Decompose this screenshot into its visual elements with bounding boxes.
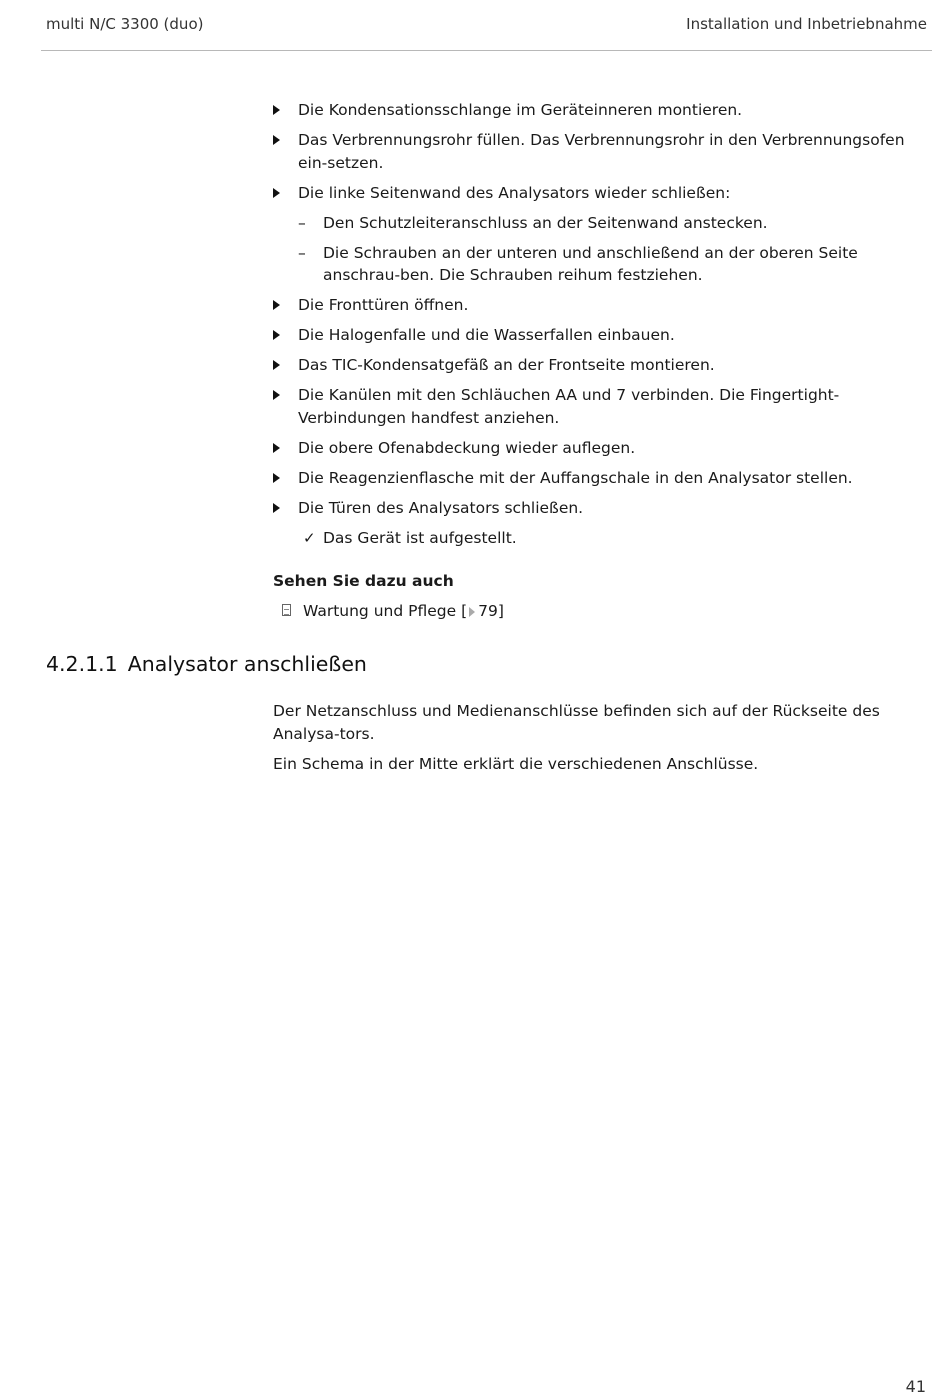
result-text: Das Gerät ist aufgestellt. (323, 528, 517, 547)
see-also-link-text[interactable]: Wartung und Pflege (303, 602, 457, 620)
arrow-icon (273, 188, 280, 198)
document-icon (282, 604, 291, 616)
substep-item (273, 212, 923, 235)
step-item (273, 384, 923, 429)
step-text: Die Reagenzienflasche mit der Auffangschale in den Analysator stellen. (298, 468, 853, 487)
page-number: 41 (905, 1377, 926, 1396)
step-text: Die obere Ofenabdeckung wieder auflegen. (298, 438, 636, 457)
section-title: Analysator anschließen (127, 652, 367, 676)
step-item (273, 99, 923, 122)
result-item (273, 527, 923, 550)
header-document-title: multi N/C 3300 (duo) (46, 15, 204, 33)
arrow-icon (273, 330, 280, 340)
step-text: Das Verbrennungsrohr füllen. Das Verbrennungsrohr in den Verbrennungsofen ein-setzen. (298, 131, 905, 172)
dash-icon: – (298, 243, 306, 262)
see-also-heading: Sehen Sie dazu auch (273, 572, 454, 590)
step-item (273, 497, 923, 520)
header-divider (41, 50, 932, 51)
arrow-icon (273, 473, 280, 483)
step-text: Die Kondensationsschlange im Geräteinneren montieren. (298, 101, 743, 119)
section-body (273, 700, 923, 783)
header-chapter-title: Installation und Inbetriebnahme (686, 15, 927, 33)
step-item (273, 294, 923, 317)
step-text: Die Kanülen mit den Schläuchen AA und 7 verbinden. Die Fingertight-Verbindungen handfest anziehen. (298, 386, 840, 427)
step-text: Die linke Seitenwand des Analysators wieder schließen: (298, 183, 731, 202)
step-item (273, 354, 923, 377)
check-icon: ✓ (303, 528, 316, 547)
arrow-icon (273, 300, 280, 310)
step-text: Das TIC-Kondensatgefäß an der Frontseite montieren. (298, 356, 715, 374)
page-ref-arrow-icon (469, 607, 475, 617)
step-text: Die Fronttüren öffnen. (298, 296, 469, 314)
instruction-list (273, 99, 923, 623)
section-heading (46, 652, 367, 676)
see-also-page-ref[interactable]: 79] (478, 602, 504, 620)
body-paragraph: Der Netzanschluss und Medienanschlüsse befinden sich auf der Rückseite des Analysa-tors. (273, 702, 880, 743)
section-number: 4.2.1.1 (46, 652, 118, 676)
arrow-icon (273, 360, 280, 370)
step-item (273, 182, 923, 205)
step-text: Die Türen des Analysators schließen. (298, 498, 584, 517)
arrow-icon (273, 503, 280, 513)
substep-text: Die Schrauben an der unteren und anschließend an der oberen Seite anschrau-ben. Die Schrauben reihum festziehen. (323, 243, 858, 284)
body-paragraph: Ein Schema in der Mitte erklärt die verschiedenen Anschlüsse. (273, 754, 759, 773)
step-item (273, 437, 923, 460)
arrow-icon (273, 135, 280, 145)
step-text: Die Halogenfalle und die Wasserfallen einbauen. (298, 326, 675, 344)
bracket-open: [ (461, 602, 468, 620)
step-item (273, 129, 923, 174)
step-item (273, 324, 923, 347)
step-item (273, 467, 923, 490)
substep-text: Den Schutzleiteranschluss an der Seitenwand anstecken. (323, 213, 768, 232)
see-also-link[interactable] (273, 600, 923, 623)
arrow-icon (273, 105, 280, 115)
arrow-icon (273, 443, 280, 453)
substep-item (273, 242, 923, 287)
arrow-icon (273, 390, 280, 400)
dash-icon: – (298, 213, 306, 232)
